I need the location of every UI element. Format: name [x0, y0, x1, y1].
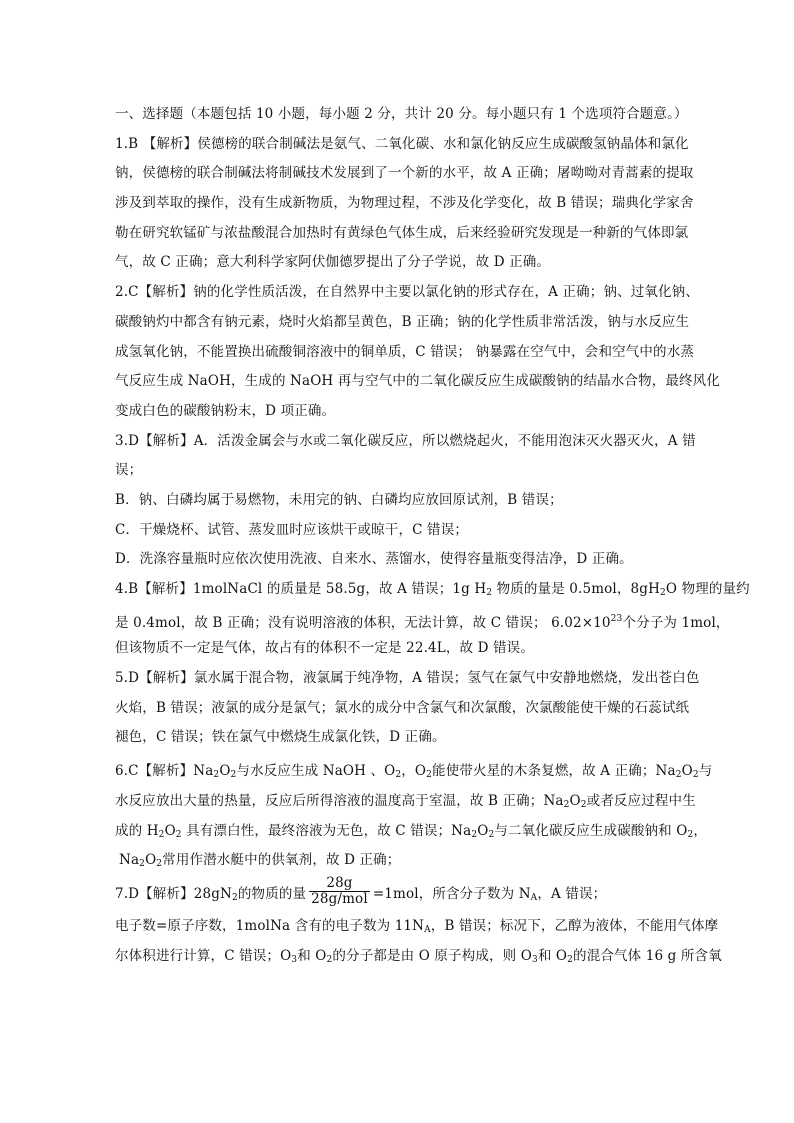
answer-5: [115, 664, 700, 753]
text-run: 成的 H: [115, 822, 159, 839]
subscript: 2: [395, 770, 402, 781]
text-run: 是 0.4mol，故 B 正确；没有说明溶液的体积，无法计算，故 C 错误； 6.02×10: [115, 614, 611, 631]
answer-page: [115, 100, 750, 971]
subscript: 2: [488, 829, 495, 840]
answer-4: [115, 575, 750, 664]
text-run: O: [164, 822, 176, 839]
answer-5-line: 褪色，C 错误；铁在氯气中燃烧生成氯化铁，D 正确。: [115, 729, 446, 746]
answer-5-line: 5.D【解析】氯水属于混合物，液氯属于纯净物，A 错误；氢气在氯气中安静地燃烧，发出苍白色: [115, 670, 700, 687]
text-run: 4.B【解析】1molNaCl 的质量是 58.5g，故 A 错误；1g H: [115, 581, 487, 597]
text-run: Na: [119, 852, 140, 869]
text-run: 与水反应生成 NaOH 、O: [236, 763, 396, 780]
text-run: ，B 错误；标况下，乙醇为液体，不能用气体摩: [430, 917, 719, 934]
subscript: 2: [580, 799, 587, 810]
answer-3-line: D．洗涤容量瓶时应依次使用洗液、自来水、蒸馏水，使得容量瓶变得洁净，D 正确。: [115, 551, 633, 568]
subscript: 2: [675, 770, 682, 781]
text-run: 水反应放出大量的热量，反应后所得溶液的温度高于室温，故 B 正确；Na: [115, 792, 564, 809]
text-run: 和 O: [297, 947, 327, 964]
text-run: O: [145, 852, 157, 869]
fraction: [309, 876, 370, 907]
answer-2-line: 变成白色的碳酸钠粉末，D 项正确。: [115, 402, 336, 419]
text-run: 具有漂白性，最终溶液为无色，故 C 错误；Na: [181, 822, 472, 839]
subscript: 2: [660, 588, 666, 598]
subscript: 2: [139, 859, 146, 870]
answer-1-line: 1.B 【解析】侯德榜的联合制碱法是氨气、二氧化碳、水和氯化钠反应生成碳酸氢钠晶体和氯化: [115, 135, 689, 152]
answer-1-line: 涉及到萃取的操作，没有生成新物质，为物理过程，不涉及化学变化，故 B 错误；瑞典化学家舍: [115, 195, 694, 212]
text-run: O: [477, 822, 489, 839]
answer-3: [115, 427, 700, 575]
text-run: 能使带火星的木条复燃，故 A 正确；Na: [432, 763, 676, 780]
text-run: 电子数=原子序数，1molNa 含有的电子数为 11N: [115, 917, 425, 934]
answer-1-line: 勒在研究软锰矿与浓盐酸混合加热时有黄绿色气体生成，后来经验研究发现是一种新的气体即氯: [115, 224, 689, 241]
text-run: ，O: [401, 763, 427, 780]
answer-2-line: 成氢氧化钠，不能置换出硫酸铜溶液中的铜单质，C 错误； 钠暴露在空气中，会和空气中的水蒸: [115, 343, 695, 360]
answer-6: [115, 757, 713, 876]
text-run: =1mol，所含分子数为 N: [372, 885, 531, 902]
answer-6-line: [115, 757, 713, 787]
answer-3-line: 误；: [115, 462, 143, 479]
answer-5-line: 火焰，B 错误；液氯的成分是氯气；氯水的成分中含氯气和次氯酸，次氯酸能使干燥的石蕊试纸: [115, 699, 690, 716]
text-run: 尔体积进行计算，C 错误；O: [115, 947, 292, 964]
superscript: 23: [610, 613, 623, 624]
text-run: 常用作潜水艇中的供氧剂，故 D 正确；: [162, 852, 401, 869]
subscript: 3: [291, 954, 298, 965]
answer-2: [115, 278, 720, 426]
answer-1-line: 气，故 C 正确；意大利科学家阿伏伽德罗提出了分子学说，故 D 正确。: [115, 254, 551, 271]
subscript: 2: [471, 829, 478, 840]
fraction-numerator: 28g: [309, 876, 370, 892]
fraction-denominator: 28g/mol: [311, 890, 368, 907]
subscript: 2: [175, 829, 182, 840]
text-run: 7.D【解析】28gN: [115, 885, 232, 902]
answer-7-line: [115, 942, 722, 972]
answer-2-line: 碳酸钠灼中都含有钠元素，烧时火焰都呈黄色，B 正确；钠的化学性质非常活泼，钠与水反应生: [115, 313, 690, 330]
answer-6-line: [115, 817, 707, 847]
subscript: A: [424, 924, 431, 935]
answer-7-line: [115, 912, 719, 942]
subscript: 2: [563, 799, 570, 810]
answer-4-line: [115, 575, 750, 605]
text-run: O: [681, 763, 693, 780]
text-run: 6.C【解析】Na: [115, 763, 214, 780]
text-run: 或者反应过程中生: [586, 792, 696, 809]
answer-7-line: [115, 876, 700, 912]
text-run: O: [569, 792, 581, 809]
text-run: 个分子为 1mol，: [622, 614, 730, 631]
subscript: 2: [156, 859, 163, 870]
answer-6-line: [115, 846, 700, 876]
subscript: 2: [326, 954, 333, 965]
answer-1-line: 钠，侯德榜的联合制碱法将制碱技术发展到了一个新的水平，故 A 正确；屠呦呦对青蒿素的提取: [115, 165, 694, 182]
subscript: 2: [213, 770, 220, 781]
text-run: 与二氧化碳反应生成碳酸钠和 O: [494, 822, 688, 839]
text-run: 与: [698, 763, 713, 780]
text-run: 的混合气体 16 g 所含氧: [573, 947, 722, 964]
text-run: 和 O: [537, 947, 568, 964]
subscript: 2: [486, 588, 493, 598]
answer-3-line: C．干燥烧杯、试管、蒸发皿时应该烘干或晾干，C 错误；: [115, 521, 468, 538]
answer-2-line: 气反应生成 NaOH，生成的 NaOH 再与空气中的二氧化碳反应生成碳酸钠的结晶水合物，最终风化: [115, 373, 720, 390]
subscript: 2: [232, 892, 238, 903]
answer-6-line: [115, 787, 700, 817]
answer-7: [115, 874, 722, 971]
answer-3-line: 3.D【解析】A．活泼金属会与水或二氧化碳反应，所以燃烧起火，不能用泡沫灭火器灭火，A 错: [115, 432, 696, 449]
text-run: O 物理的量约: [665, 581, 750, 597]
text-run: 的分子都是由 O 原子构成，则 O: [332, 947, 532, 964]
subscript: 2: [230, 770, 237, 781]
subscript: 3: [531, 954, 538, 965]
answer-2-line: 2.C【解析】钠的化学性质活泼，在自然界中主要以氯化钠的形式存在，A 正确；钠、过氧化钠、: [115, 284, 699, 301]
answer-3-line: B．钠、白磷均属于易燃物，未用完的钠、白磷均应放回原试剂，B 错误；: [115, 491, 563, 508]
subscript: 2: [426, 770, 433, 781]
text-run: ，: [693, 822, 707, 839]
text-run: O: [219, 763, 231, 780]
subscript: 2: [687, 829, 694, 840]
text-run: ，A 错误；: [537, 885, 607, 902]
answer-4-line: 但该物质不一定是气体，故占有的体积不一定是 22.4L，故 D 错误。: [115, 640, 534, 657]
text-run: 的物质的量: [237, 885, 307, 902]
subscript: A: [530, 892, 538, 903]
subscript: 2: [158, 829, 165, 840]
subscript: 2: [567, 954, 574, 965]
answer-4-line: [115, 605, 730, 635]
text-run: 物质的量是 0.5mol，8gH: [492, 581, 661, 597]
section-header: 一、选择题（本题包括 10 小题，每小题 2 分，共计 20 分。每小题只有 1 个选项符合题意。）: [115, 106, 688, 122]
answer-1: [115, 130, 700, 278]
subscript: 2: [692, 770, 699, 781]
